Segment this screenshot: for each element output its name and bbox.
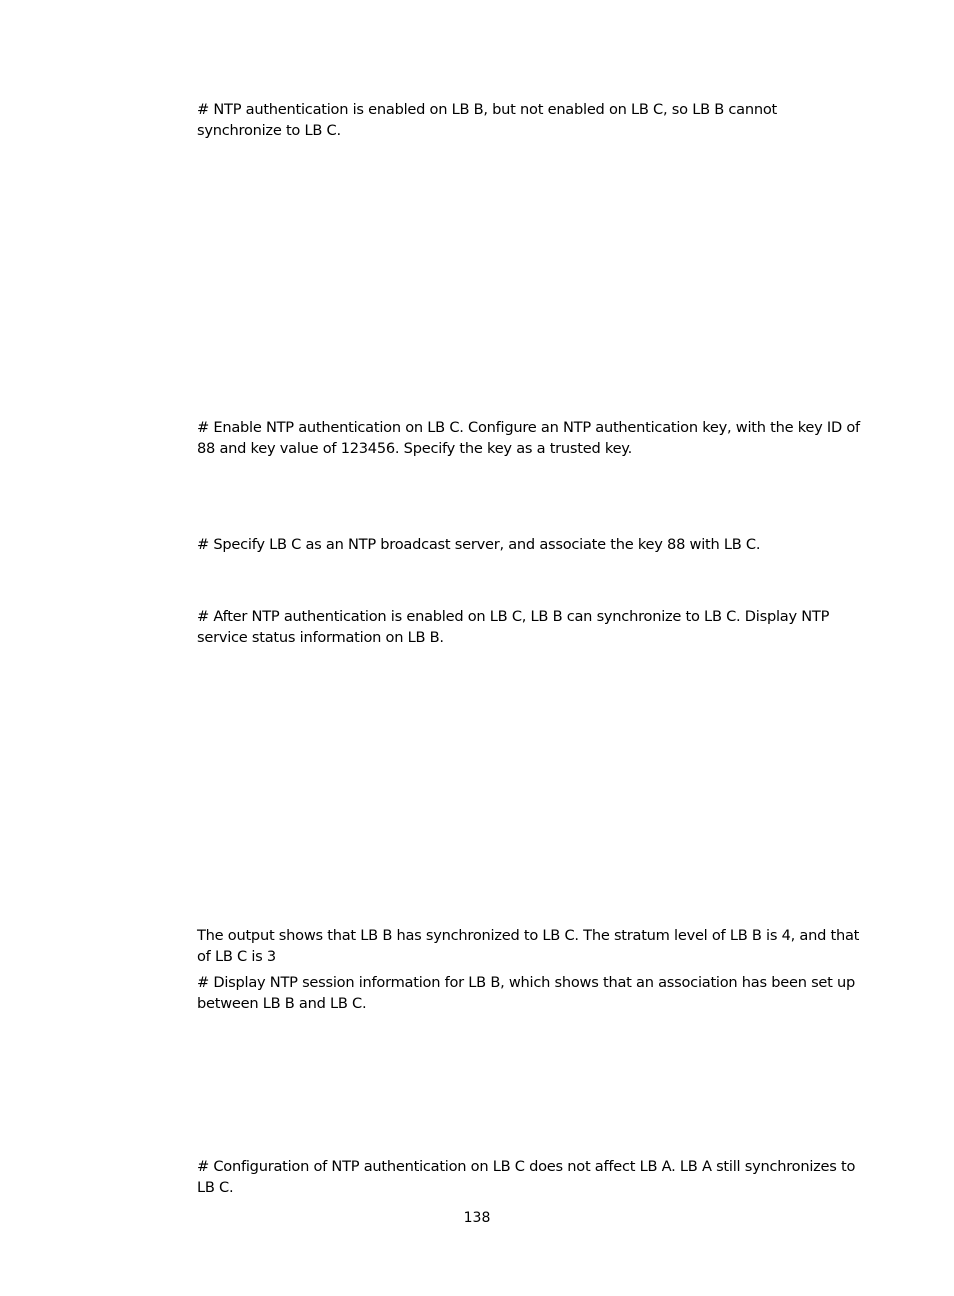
paragraph-ntp-auth-not-enabled: # NTP authentication is enabled on LB B, but not enabled on LB C, so LB B cannot synchronize to LB C.	[197, 101, 777, 139]
paragraph-config-does-not-affect: # Configuration of NTP authentication on LB C does not affect LB A. LB A still synchronizes to LB C.	[197, 1158, 856, 1196]
paragraph-display-ntp-session: # Display NTP session information for LB B, which shows that an association has been set up between LB B and LB C.	[197, 974, 856, 1012]
page-number: 138	[463, 1210, 491, 1226]
paragraph-display-ntp-status: # After NTP authentication is enabled on LB C, LB B can synchronize to LB C. Display NTP service status information on LB B.	[197, 608, 830, 646]
paragraph-specify-broadcast-server: # Specify LB C as an NTP broadcast server, and associate the key 88 with LB C.	[197, 536, 761, 553]
paragraph-enable-ntp-auth: # Enable NTP authentication on LB C. Configure an NTP authentication key, with the key ID of 88 and key value of 123456. Specify the key as a trusted key.	[197, 419, 860, 457]
paragraph-output-shows: The output shows that LB B has synchronized to LB C. The stratum level of LB B is 4, and that of LB C is 3	[197, 927, 860, 965]
